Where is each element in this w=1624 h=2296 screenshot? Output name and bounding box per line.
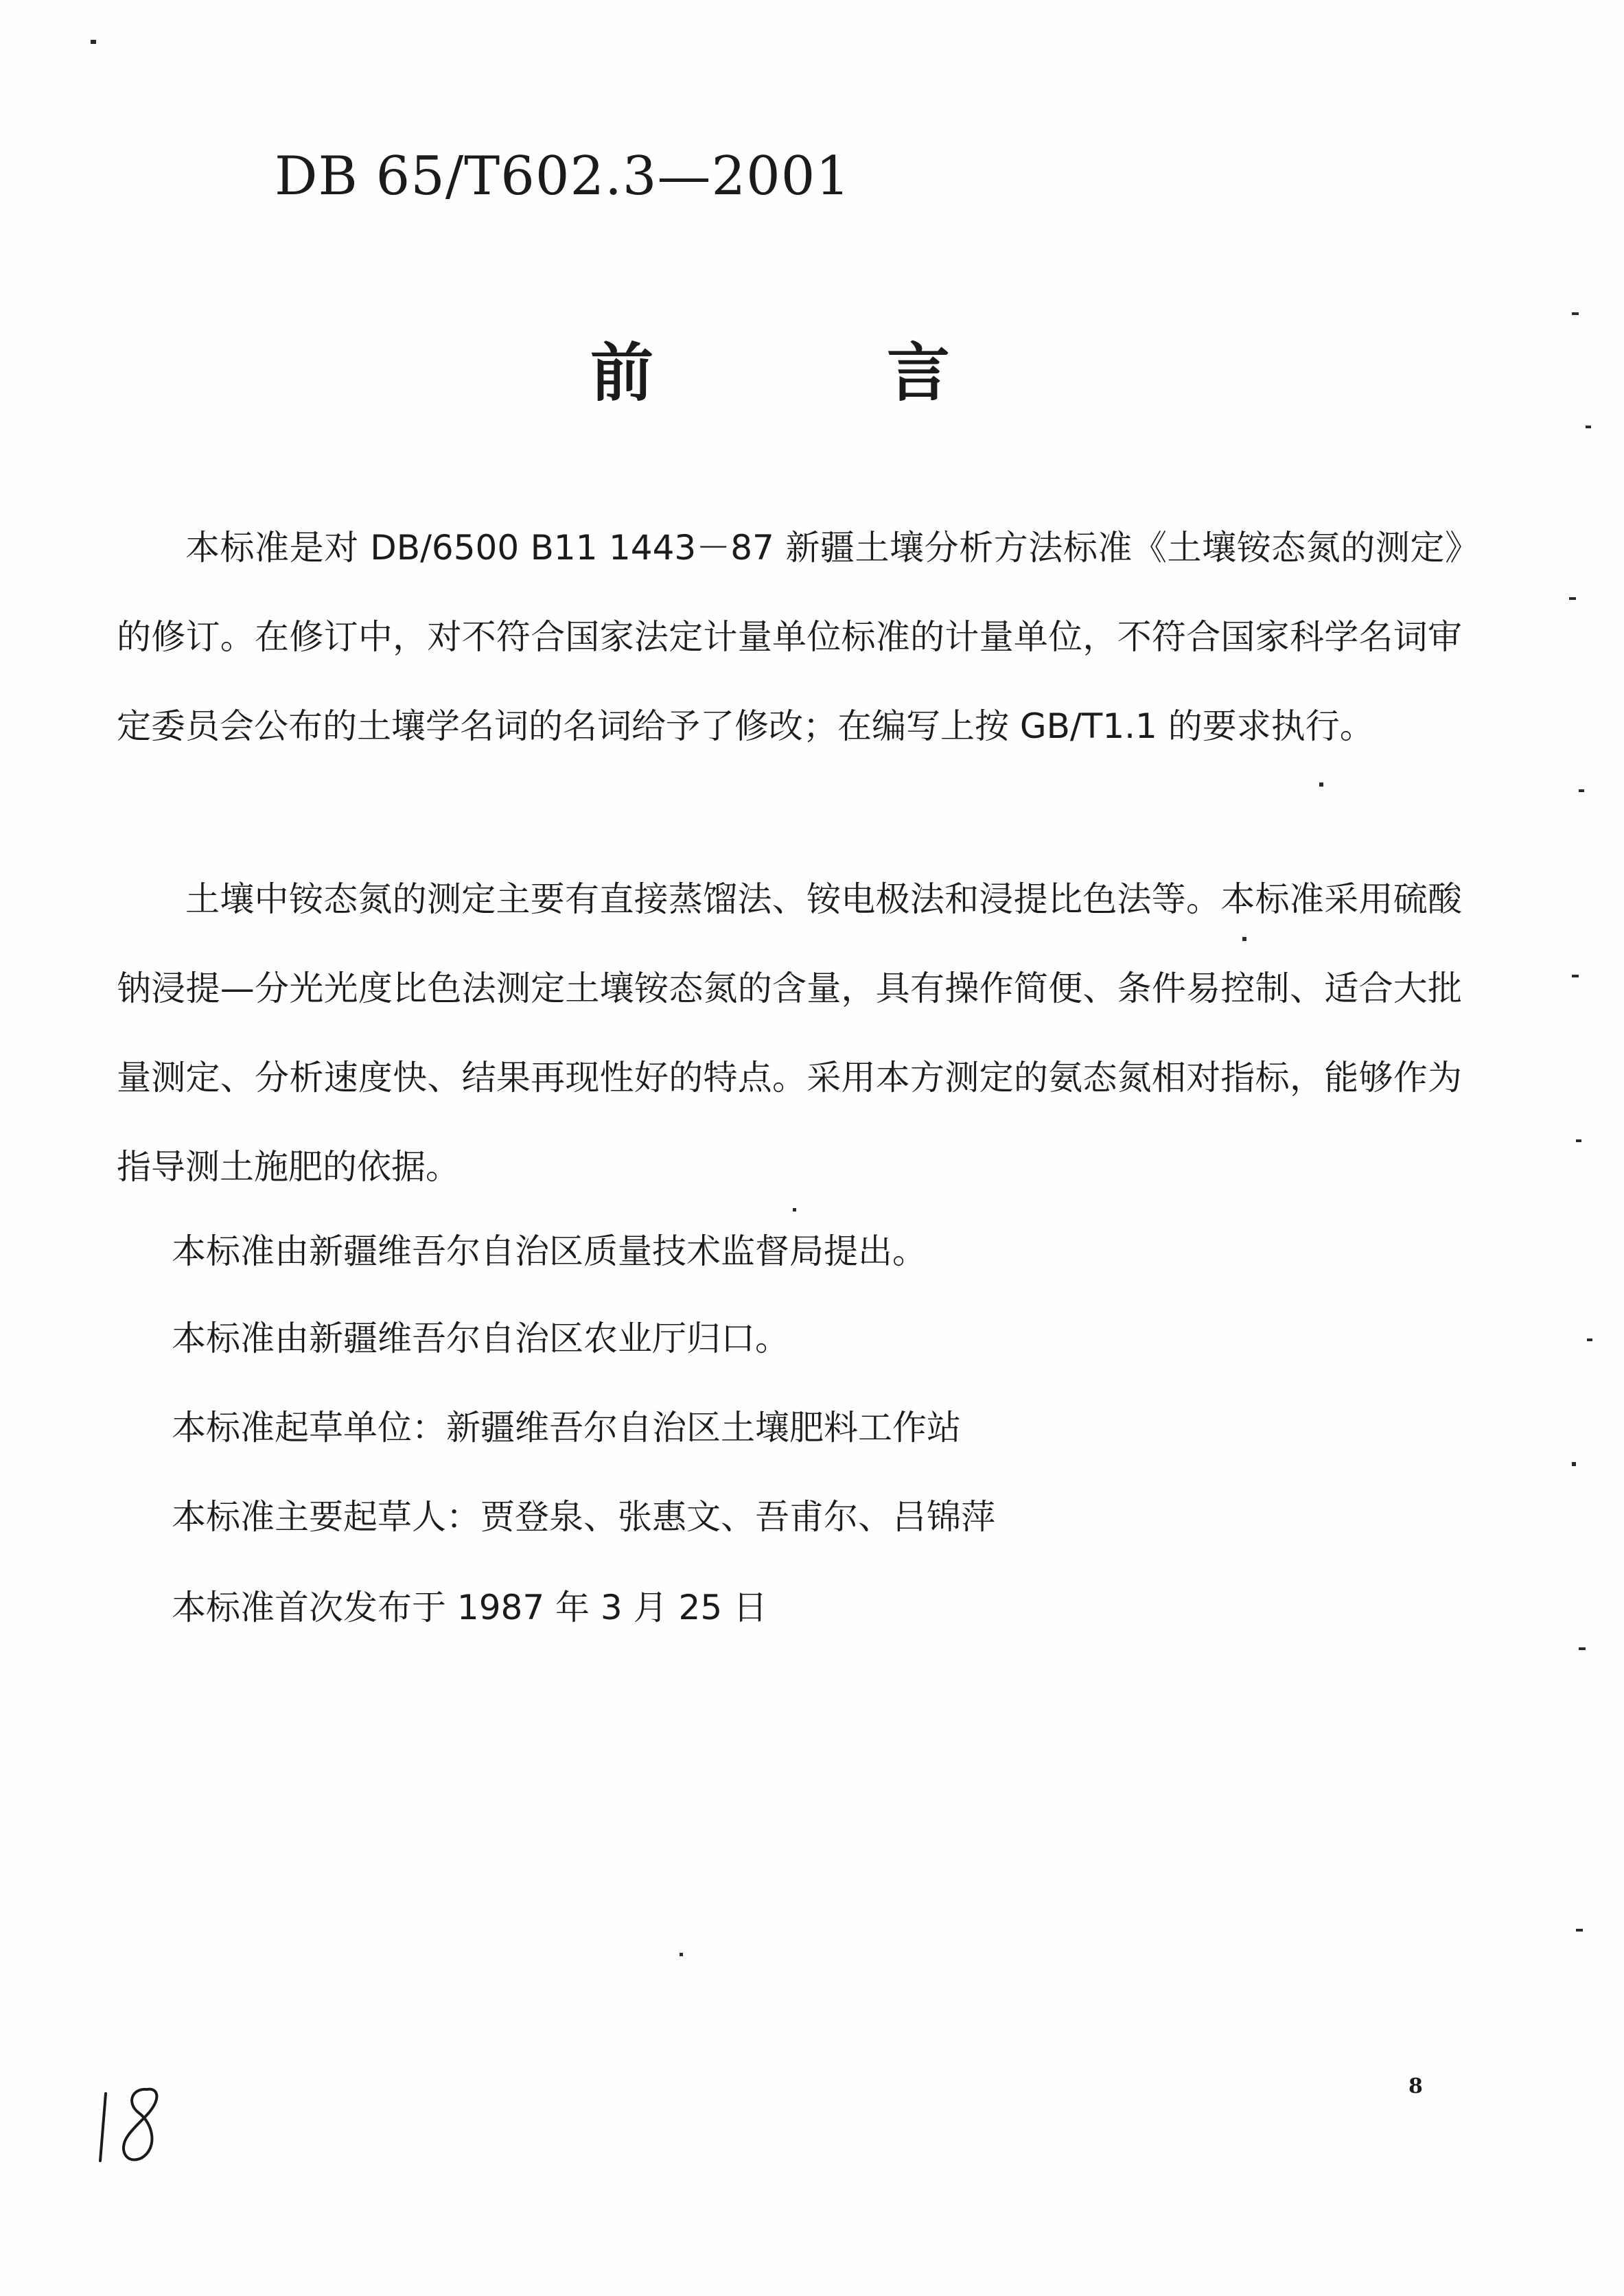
page-number: 8: [1408, 2074, 1423, 2098]
scan-speck: [1576, 1139, 1581, 1142]
statement-drafting-unit: 本标准起草单位：新疆维吾尔自治区土壤肥料工作站: [172, 1408, 961, 1448]
scan-speck: [1572, 975, 1579, 977]
handwritten-page-number: [96, 2080, 172, 2169]
scan-speck: [91, 40, 96, 44]
scan-speck: [1579, 1647, 1586, 1650]
scan-speck: [1569, 597, 1576, 600]
scan-speck: [680, 1953, 683, 1956]
statement-proposed-by: 本标准由新疆维吾尔自治区质量技术监督局提出。: [172, 1231, 927, 1271]
standard-number: DB 65/T602.3—2001: [275, 146, 851, 207]
scan-speck: [1242, 937, 1246, 941]
scan-speck: [1579, 789, 1584, 792]
paragraph-method-summary: 土壤中铵态氮的测定主要有直接蒸馏法、铵电极法和浸提比色法等。本标准采用硫酸钠浸提—分光光度比色法测定土壤铵态氮的含量，具有操作简便、条件易控制、适合大批量测定、分析速度快、结果再现性好的特点。采用本方测定的氨态氮相对指标，能够作为指导测土施肥的依据。: [117, 879, 1462, 1187]
statement-managed-by: 本标准由新疆维吾尔自治区农业厅归口。: [172, 1319, 789, 1358]
statement-first-release: 本标准首次发布于 1987 年 3 月 25 日: [172, 1588, 768, 1627]
scan-speck: [793, 1208, 796, 1211]
scan-speck: [1586, 426, 1591, 428]
paragraph-revision-note: 本标准是对 DB/6500 B11 1443－87 新疆土壤分析方法标准《土壤铵态氮的测定》的修订。在修订中，对不符合国家法定计量单位标准的计量单位，不符合国家科学名词审定委员会公布的土壤学名词的名词给予了修改；在编写上按 GB/T1.1 的要求执行。: [117, 528, 1462, 746]
page-title: 前言: [590, 336, 1183, 410]
scan-speck: [1572, 1462, 1576, 1466]
scan-speck: [1587, 1338, 1592, 1341]
scan-speck: [1319, 782, 1323, 787]
scan-speck: [1576, 1929, 1583, 1932]
statement-drafters: 本标准主要起草人：贾登泉、张惠文、吾甫尔、吕锦萍: [172, 1497, 995, 1537]
scan-speck: [1572, 312, 1579, 315]
